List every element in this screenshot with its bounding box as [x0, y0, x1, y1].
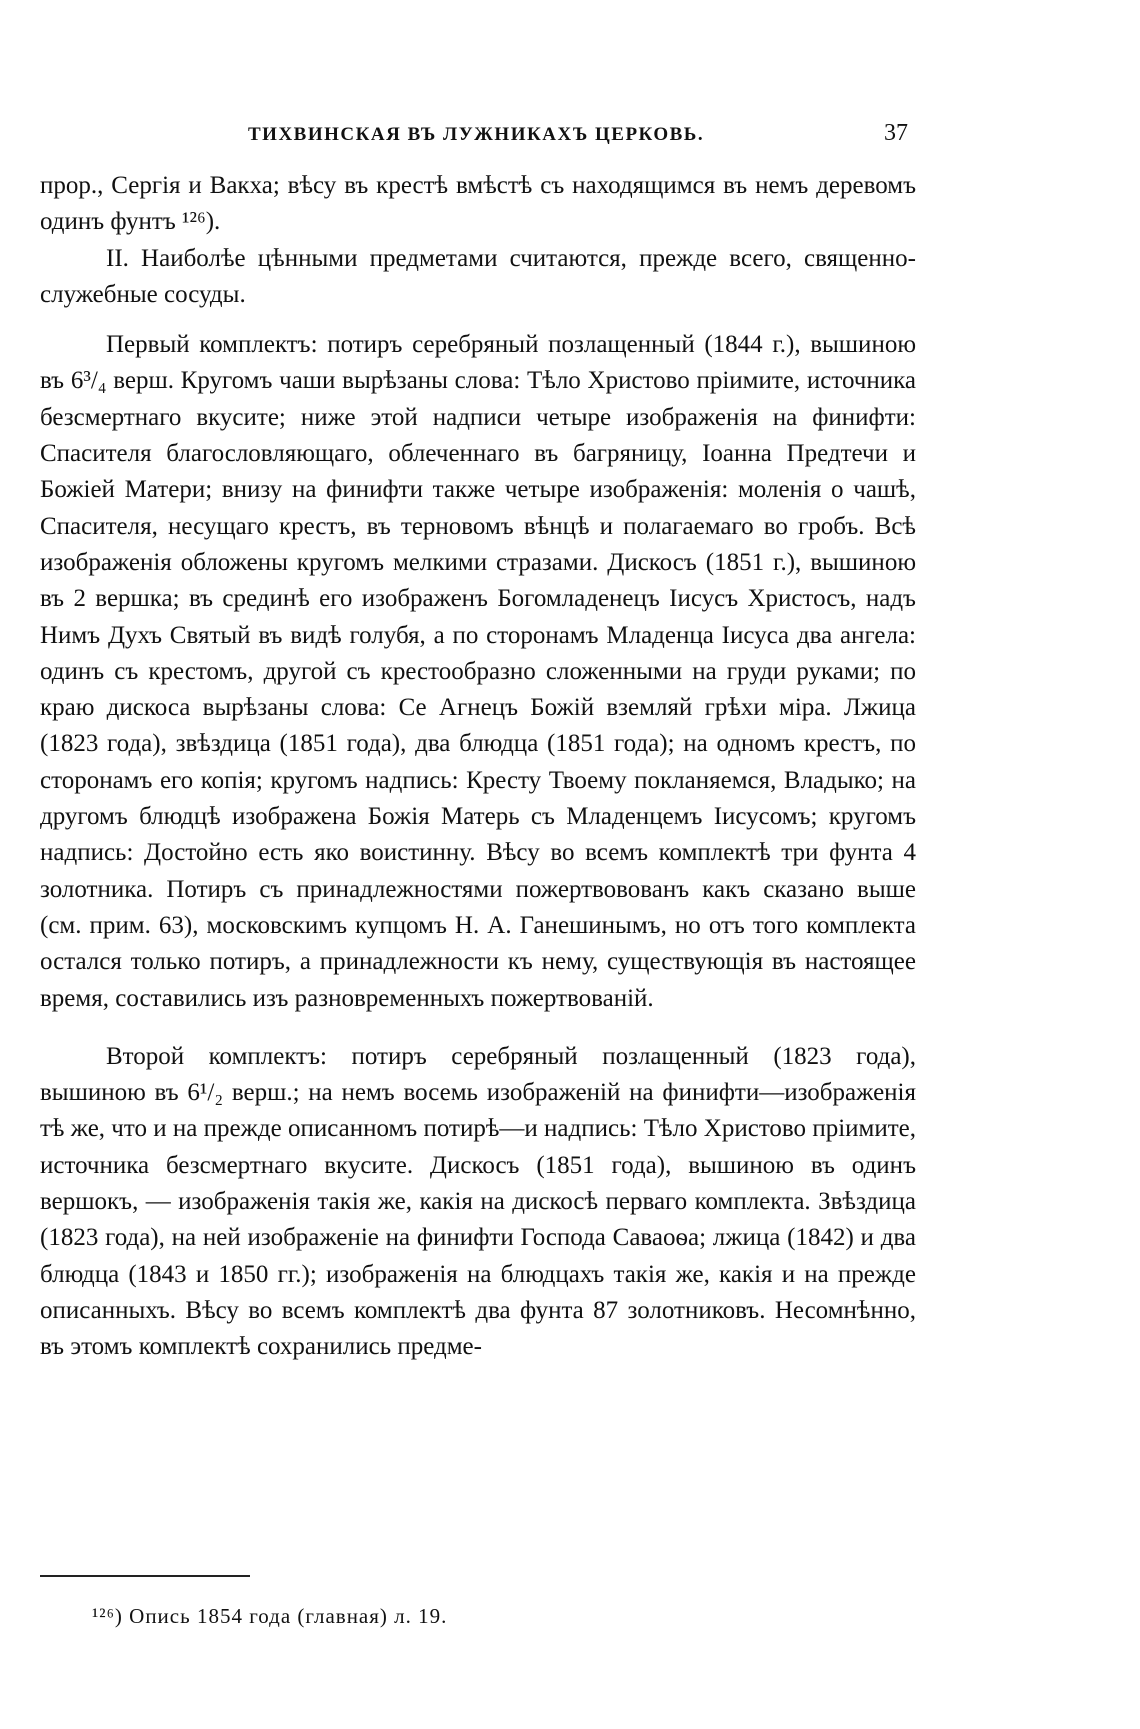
running-head-title: ТИХВИНСКАЯ ВЪ ЛУЖНИКАХЪ ЦЕРКОВЬ.: [248, 124, 705, 145]
book-page: [40, 0, 916, 1729]
page-number: 37: [884, 120, 908, 146]
paragraph-second-set: Второй комплектъ: потиръ серебряный позлащенный (1823 года), вышиною въ 6¹/₂ верш.; на немъ восемь изображеній на финифти—изображенія тѣ же, что и на прежде описанномъ потирѣ—и надпись: Тѣло Христово пріимите, источника безсмертнаго вкусите. Дискосъ (1851 года), вышиною въ одинъ вершокъ, — изображенія такія же, какія на дискосѣ перваго комплекта. Звѣздица (1823 года), на ней изображеніе на финифти Господа Саваоѳа; лжица (1842) и два блюдца (1843 и 1850 гг.); изображенія на блюдцахъ такія же, какія и на прежде описанныхъ. Вѣсу во всемъ комплектѣ два фунта 87 золотниковъ. Несомнѣнно, въ этомъ комплектѣ сохранились предме-: [40, 1042, 916, 1361]
paragraph-section-ii: II. Наиболѣе цѣнными предметами считаются, прежде всего, священно-служебные сосуды.: [40, 244, 916, 308]
running-head: [40, 120, 916, 154]
footnote-divider: [40, 1575, 250, 1577]
body-text: [40, 168, 916, 1366]
paragraph-continuation: прор., Сергія и Вакха; вѣсу въ крестѣ вмѣстѣ съ находящимся въ немъ деревомъ одинъ фунтъ ¹²⁶).: [40, 172, 916, 236]
footnote: ¹²⁶) Опись 1854 года (главная) л. 19.: [92, 1604, 448, 1628]
paragraph-first-set: Первый комплектъ: потиръ серебряный позлащенный (1844 г.), вышиною въ 6³/₄ верш. Кругомъ чаши вырѣзаны слова: Тѣло Христово пріимите, источника безсмертнаго вкусите; ниже этой надписи четыре изображенія на финифти: Спасителя благословляющаго, облеченнаго въ багряницу, Іоанна Предтечи и Божіей Матери; внизу на финифти также четыре изображенія: моленія о чашѣ, Спасителя, несущаго крестъ, въ терновомъ вѣнцѣ и полагаемаго во гробъ. Всѣ изображенія обложены кругомъ мелкими стразами. Дискосъ (1851 г.), вышиною въ 2 вершка; въ срединѣ его изображенъ Богомладенецъ Іисусъ Христосъ, надъ Нимъ Духъ Святый въ видѣ голубя, а по сторонамъ Младенца Іисуса два ангела: одинъ съ крестомъ, другой съ крестообразно сложенными на груди руками; по краю дискоса вырѣзаны слова: Се Агнецъ Божій вземляй грѣхи міра. Лжица (1823 года), звѣздица (1851 года), два блюдца (1851 года); на одномъ крестъ, по сторонамъ его копія; кругомъ надпись: Кресту Твоему покланяемся, Владыко; на другомъ блюдцѣ изображена Божія Матерь съ Младенцемъ Іисусомъ; кругомъ надпись: Достойно есть яко воистинну. Вѣсу во всемъ комплектѣ три фунта 4 золотника. Потиръ съ принадлежностями пожертвовованъ какъ сказано выше (см. прим. 63), московскимъ купцомъ Н. А. Ганешинымъ, но отъ того комплекта остался только потиръ, а принадлежности къ нему, существующія въ настоящее время, составились изъ разновременныхъ пожертвованій.: [40, 331, 916, 1012]
